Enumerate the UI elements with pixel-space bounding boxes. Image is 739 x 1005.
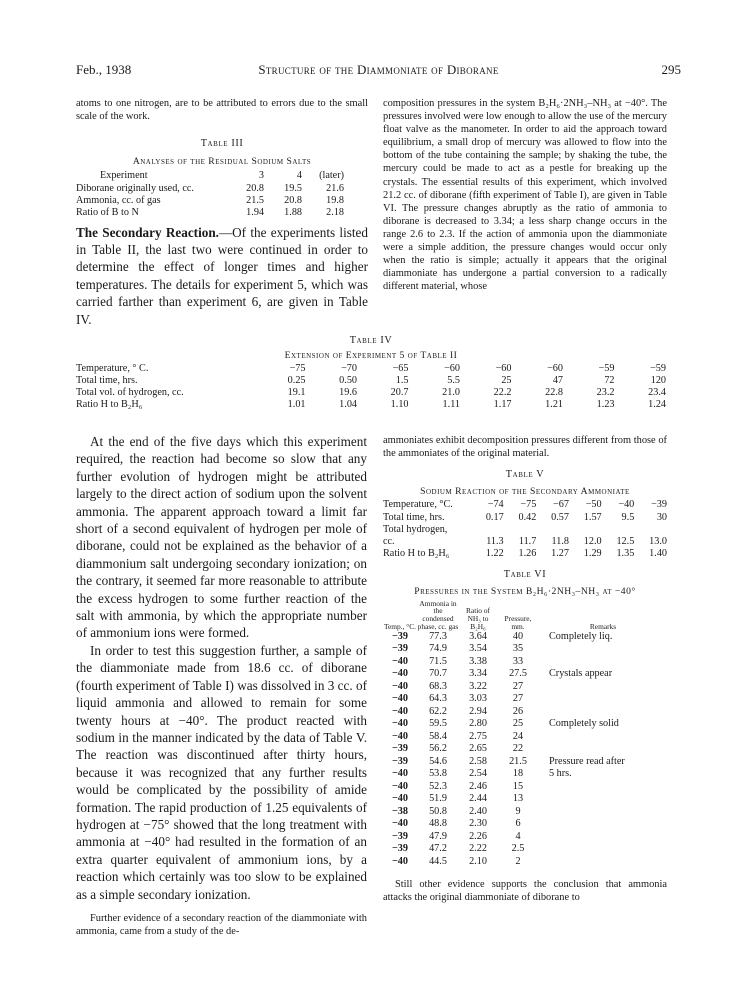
table-row xyxy=(383,793,667,806)
table6-cell: 27 xyxy=(512,680,524,692)
table5-row-label: Total time, hrs. xyxy=(383,511,445,523)
table4-row-label: Total time, hrs. xyxy=(76,375,138,386)
table-row xyxy=(383,524,667,536)
table5-cell xyxy=(634,524,667,536)
table6-remark xyxy=(539,693,667,706)
table6-cell: 24 xyxy=(512,730,524,742)
table3-head-label: Experiment xyxy=(100,170,148,182)
table6-cell: −40 xyxy=(392,780,408,792)
table5-cell: 30 xyxy=(656,511,667,523)
table5-cell: −75 xyxy=(520,499,537,511)
table4-cell: 120 xyxy=(650,375,666,386)
table6-cell: 2 xyxy=(515,855,521,867)
table6-cell: 4 xyxy=(515,830,521,842)
table4-cell: −59 xyxy=(598,363,615,374)
table5-cell: −67 xyxy=(553,499,569,511)
table6-remark xyxy=(539,656,667,669)
table4-cell: 23.4 xyxy=(648,387,666,398)
table4-cell: 72 xyxy=(604,375,615,386)
table-row xyxy=(76,399,666,411)
table6-cell: 3.38 xyxy=(469,655,487,667)
table3-cell: 2.18 xyxy=(326,207,344,219)
table6-cell: 68.3 xyxy=(429,680,447,692)
table6-cell: 2.22 xyxy=(469,843,487,855)
table6-cell: 2.10 xyxy=(469,855,487,867)
table6-cell: 9 xyxy=(515,805,521,817)
table3-header-row xyxy=(76,170,344,182)
table6-cell: 71.5 xyxy=(429,655,447,667)
left-bottom-column xyxy=(76,433,367,938)
table3-cell: 20.8 xyxy=(284,194,302,206)
table6 xyxy=(383,600,667,869)
table6-remark xyxy=(539,806,667,819)
table4-cell: 1.10 xyxy=(390,399,409,410)
table-row xyxy=(383,643,667,656)
table5-cell: 0.17 xyxy=(485,511,504,523)
table4-cell: −75 xyxy=(289,363,306,374)
table6-remark: 5 hrs. xyxy=(549,768,572,780)
table6-remark xyxy=(539,681,667,694)
table6-cell: 56.2 xyxy=(429,743,447,755)
table6-remark: Completely solid xyxy=(549,718,619,730)
table6-cell: 15 xyxy=(512,780,524,792)
left-intro-text: atoms to one nitrogen, are to be attributed to errors due to the small scale of the work. xyxy=(76,98,368,123)
table-row xyxy=(383,806,667,819)
table5-row-label: cc. xyxy=(383,535,395,547)
table-row xyxy=(383,756,667,769)
table3-cell: 21.5 xyxy=(246,194,264,206)
table-row xyxy=(383,743,667,756)
table6-cell: 40 xyxy=(512,630,524,642)
table6-cell: −39 xyxy=(392,630,408,642)
header-title: Structure of the Diammoniate of Diborane xyxy=(258,62,499,77)
table4-row-label: Total vol. of hydrogen, cc. xyxy=(76,387,184,398)
right-top-column xyxy=(383,97,667,293)
table4-cell: −70 xyxy=(341,363,357,374)
table6-cell: 47.2 xyxy=(429,843,447,855)
table5-cell: −50 xyxy=(585,499,602,511)
table5-cell: 12.5 xyxy=(616,535,635,547)
table6-cell: −40 xyxy=(392,655,408,667)
table4-cell: 1.21 xyxy=(545,399,563,410)
header-page-number: 295 xyxy=(661,62,681,77)
table5-row-label: Ratio H to B₂H₆ xyxy=(383,548,450,560)
table-row xyxy=(76,207,344,219)
table6-cell: 2.26 xyxy=(469,830,487,842)
table4-caption: Table IV xyxy=(349,335,393,346)
table6-cell: 2.5 xyxy=(511,843,525,855)
table-row xyxy=(76,363,666,375)
table6-cell: 2.46 xyxy=(469,780,487,792)
table4-cell: 0.50 xyxy=(339,375,357,386)
table-row xyxy=(383,731,667,744)
table6-cell: −40 xyxy=(392,705,408,717)
table3-head-col3: (later) xyxy=(319,170,344,182)
table5-cell: −39 xyxy=(651,499,667,511)
table6-cell: −40 xyxy=(392,855,408,867)
table6-cell: 2.65 xyxy=(469,743,487,755)
table6-cell: 51.9 xyxy=(429,793,447,805)
table6-remark xyxy=(539,818,667,831)
table3-cell: Diborane originally used, cc. xyxy=(76,182,194,194)
table4-cell: 1.5 xyxy=(395,375,409,386)
table6-remark xyxy=(539,831,667,844)
table3-cell: 1.94 xyxy=(246,207,264,219)
table6-cell: 35 xyxy=(512,643,524,655)
table4-cell: 0.25 xyxy=(287,375,306,386)
table3-title: Analyses of the Residual Sodium Salts xyxy=(132,156,312,168)
table6-cell: 52.3 xyxy=(429,780,447,792)
table6-cell: 59.5 xyxy=(429,718,447,730)
table6-remark xyxy=(539,856,667,869)
table6-cell: −40 xyxy=(392,668,408,680)
table6-cell: 53.8 xyxy=(429,768,447,780)
left-top-column xyxy=(76,97,368,328)
table5-cell: 9.5 xyxy=(621,511,635,523)
table6-head-pressure: Pressure, mm. xyxy=(504,614,532,631)
table4-cell: 21.0 xyxy=(442,387,460,398)
table5-cell: 13.0 xyxy=(649,535,667,547)
table5-cell xyxy=(602,524,635,536)
table5-row-label: Total hydrogen, xyxy=(383,523,448,535)
table6-cell: −40 xyxy=(392,680,408,692)
table5-cell: 12.0 xyxy=(583,535,602,547)
table5 xyxy=(383,499,667,560)
table5-cell: 1.57 xyxy=(583,511,602,523)
table6-remark xyxy=(539,643,667,656)
table4-cell: −60 xyxy=(444,363,460,374)
table6-cell: 2.80 xyxy=(469,718,487,730)
table6-cell: 3.34 xyxy=(469,668,487,680)
table-row xyxy=(383,536,667,548)
running-header xyxy=(76,62,681,80)
table-row xyxy=(383,499,667,511)
table-row xyxy=(383,768,667,781)
table-row xyxy=(383,548,667,560)
table-row xyxy=(383,668,667,681)
table6-cell: 26 xyxy=(512,705,524,717)
table5-cell: 1.29 xyxy=(583,548,602,560)
table6-cell: 25 xyxy=(512,718,524,730)
table3-cell: 21.6 xyxy=(326,182,344,194)
table6-cell: 27.5 xyxy=(509,668,527,680)
table6-cell: 2.40 xyxy=(469,805,487,817)
table6-cell: 77.3 xyxy=(429,630,447,642)
table5-cell xyxy=(569,524,602,536)
table4-cell: 23.2 xyxy=(596,387,615,398)
table6-cell: 44.5 xyxy=(429,855,447,867)
right-paragraph-2: Still other evidence supports the conclusion that ammonia attacks the original diammoniate of diborane to xyxy=(383,879,667,904)
table6-cell: 13 xyxy=(512,793,524,805)
table3-head-col2: 4 xyxy=(296,170,302,182)
table5-title: Sodium Reaction of the Secondary Ammoniate xyxy=(420,486,630,498)
table4-cell: 19.1 xyxy=(287,387,306,398)
table6-cell: 47.9 xyxy=(429,830,447,842)
table6-cell: 48.8 xyxy=(429,818,447,830)
table6-head-remarks: Remarks xyxy=(589,621,617,631)
table4-cell: 5.5 xyxy=(447,375,460,386)
header-date: Feb., 1938 xyxy=(76,62,132,77)
table6-remark xyxy=(539,781,667,794)
secondary-reaction-paragraph xyxy=(76,224,368,328)
left-paragraph-3: Further evidence of a secondary reaction of the diammoniate with ammonia, came from a study of the de- xyxy=(76,912,367,938)
table6-cell: 74.9 xyxy=(429,643,447,655)
table3-cell: 19.8 xyxy=(326,194,344,206)
table4-block xyxy=(76,335,666,411)
secondary-reaction-heading: The Secondary Reaction. xyxy=(76,224,219,240)
table6-title: Pressures in the System B₂H₆·2NH₃–NH₃ at −40° xyxy=(414,586,636,598)
left-paragraph-1: At the end of the five days which this experiment required, the reaction had become so slow that any further evolution of hydrogen might be attributed largely to the direct action of sodium upon the solvent ammonia. The apparent approach toward a limit far short of a second equivalent of hydrogen per mole of diborane, could not be explained as the behavior of a diammonium salt undergoing secondary ionization; on the contrary, it seemed far more reasonable to attribute the excess hydrogen to some further reaction of the salt with ammonia, by which the appropriate number of ammonium ions were formed. xyxy=(76,434,367,641)
table-row xyxy=(383,718,667,731)
table6-cell: −40 xyxy=(392,768,408,780)
table6-cell: −40 xyxy=(392,730,408,742)
table-row xyxy=(383,706,667,719)
table5-cell: 1.26 xyxy=(518,548,537,560)
table6-head-ammonia: Ammonia in the condensed phase, cc. gas xyxy=(417,598,459,631)
table6-cell: 2.44 xyxy=(469,793,487,805)
table-row xyxy=(76,375,666,387)
table6-cell: 3.54 xyxy=(469,643,487,655)
table6-cell: 3.22 xyxy=(469,680,487,692)
table6-cell: 33 xyxy=(512,655,524,667)
table6-cell: −39 xyxy=(392,843,408,855)
table-row xyxy=(383,631,667,644)
right-bottom-column xyxy=(383,434,667,904)
table6-header-row xyxy=(383,600,667,631)
table4-cell: −60 xyxy=(547,363,563,374)
table4-cell: 1.24 xyxy=(648,399,666,410)
table6-cell: −39 xyxy=(392,830,408,842)
table6-remark xyxy=(539,731,667,744)
table-row xyxy=(76,183,344,195)
table6-cell: −40 xyxy=(392,718,408,730)
right-intro-text: composition pressures in the system B₂H₆·2NH₃–NH₃ at −40°. The pressures involved were low enough to allow the use of the mercury float valve as the manometer. In order to aid the approach toward equilibrium, a small drop of mercury was allowed to flow into the bottom of the tube containing the sample; by shaking the tube, the mercury could be made to act as a pestle for breaking up the crystals. The essential results of this experiment, which involved 21.2 cc. of diborane (fifth experiment of Table I), are given in Table VI. The pressure changes abruptly as the ratio of ammonia to diborane is decreased to 3.34; a less sharp change occurs in the range 2.6 to 2.3. If the action of ammonia upon the diammoniate were a simple addition, the pressure changes would occur only when the ratio is simple; actually it appears that the original diammoniate has undergone a partial conversion to a radically different material, whose xyxy=(383,98,667,293)
table6-remark xyxy=(539,843,667,856)
table6-cell: 22 xyxy=(512,743,524,755)
table6-cell: 50.8 xyxy=(429,805,447,817)
table3-head-col1: 3 xyxy=(258,170,264,182)
table-row xyxy=(383,681,667,694)
table-row xyxy=(76,195,344,207)
table3-cell: 1.88 xyxy=(284,207,302,219)
table6-cell: 2.58 xyxy=(469,755,487,767)
table4-cell: 1.01 xyxy=(287,399,306,410)
table6-cell: 2.75 xyxy=(469,730,487,742)
table6-cell: −40 xyxy=(392,793,408,805)
table5-cell: 1.40 xyxy=(649,548,667,560)
table4-row-label: Temperature, ° C. xyxy=(76,363,149,374)
left-paragraph-2: In order to test this suggestion further, a sample of the diammoniate made from 18.6 cc. of diborane (fourth experiment of Table I) was dissolved in 3 cc. of liquid ammonia and allowed to remain for some twenty hours at −40°. The product reacted with sodium in the manner indicated by the data of Table V. The reaction was discontinued after thirty hours, because it was recognized that any further results would be complicated by the possibility of amide formation. The rapid production of 1.25 equivalents of hydrogen at −75° showed that the long treatment with ammonia at −40° had resulted in the formation of an extra quarter equivalent of ammonium ions, by a reaction which certainly was too slow to be explained as a simple secondary ionization. xyxy=(76,642,367,902)
table4-row-label: Ratio H to B₂H₆ xyxy=(76,399,143,410)
table5-cell: 1.22 xyxy=(485,548,504,560)
table4-cell: 1.11 xyxy=(442,399,460,410)
table5-cell xyxy=(504,524,537,536)
table5-row-label: Temperature, °C. xyxy=(383,499,453,511)
table6-cell: 2.94 xyxy=(469,705,487,717)
right-paragraph-1: ammoniates exhibit decomposition pressures different from those of the ammoniates of the original material. xyxy=(383,435,667,460)
table6-remark: Completely liq. xyxy=(549,630,613,642)
table5-cell: 11.7 xyxy=(518,535,537,547)
table3 xyxy=(76,170,344,219)
table6-remark xyxy=(539,793,667,806)
table6-cell: 58.4 xyxy=(429,730,447,742)
table6-remark xyxy=(539,743,667,756)
table4-title: Extension of Experiment 5 of Table II xyxy=(284,350,458,361)
table5-cell xyxy=(536,524,569,536)
table6-cell: −40 xyxy=(392,693,408,705)
table4 xyxy=(76,363,666,411)
table6-cell: −39 xyxy=(392,643,408,655)
table6-cell: 64.3 xyxy=(429,693,447,705)
table4-cell: 20.7 xyxy=(390,387,409,398)
table5-cell: −40 xyxy=(618,499,635,511)
table-row xyxy=(383,831,667,844)
table3-cell: 20.8 xyxy=(246,182,264,194)
table5-caption: Table V xyxy=(505,469,545,481)
table-row xyxy=(383,512,667,524)
table5-cell: 1.35 xyxy=(616,548,635,560)
table4-cell: 1.04 xyxy=(339,399,357,410)
table6-caption: Table VI xyxy=(503,569,547,581)
table-row xyxy=(76,387,666,399)
table-row xyxy=(383,856,667,869)
table6-cell: 70.7 xyxy=(429,668,447,680)
table5-cell: 0.42 xyxy=(518,511,537,523)
table6-cell: 21.5 xyxy=(509,755,527,767)
table-row xyxy=(383,693,667,706)
table5-cell: 11.8 xyxy=(551,535,569,547)
table6-cell: −39 xyxy=(392,743,408,755)
table3-cell: 19.5 xyxy=(284,182,302,194)
table4-cell: 22.2 xyxy=(493,387,512,398)
table3-caption: Table III xyxy=(200,138,244,150)
table4-cell: 1.17 xyxy=(493,399,512,410)
table4-cell: 47 xyxy=(552,375,563,386)
table6-cell: 2.30 xyxy=(469,818,487,830)
table5-cell: 0.57 xyxy=(551,511,569,523)
table-row xyxy=(383,818,667,831)
table4-cell: 25 xyxy=(501,375,512,386)
table6-head-ratio: Ratio of NH₃ to B₂H₆ xyxy=(465,606,491,631)
table6-remark xyxy=(539,706,667,719)
table6-cell: 62.2 xyxy=(429,705,447,717)
table-row xyxy=(383,843,667,856)
table6-cell: 2.54 xyxy=(469,768,487,780)
table6-head-temp: Temp., °C. xyxy=(384,621,416,631)
table4-cell: 1.23 xyxy=(596,399,615,410)
table3-cell: Ratio of B to N xyxy=(76,207,139,219)
secondary-reaction-text: —Of the experiments listed in Table II, the last two were continued in order to determine the effect of longer times and higher temperatures. The details for experiment 5, which was carried farther than experiment 6, are given in Table IV. xyxy=(76,224,368,327)
table6-cell: −38 xyxy=(392,805,408,817)
table-row xyxy=(383,656,667,669)
table4-cell: 22.8 xyxy=(545,387,563,398)
table6-cell: 18 xyxy=(512,768,524,780)
table6-remark: Crystals appear xyxy=(549,668,613,680)
table5-cell: 1.27 xyxy=(551,548,569,560)
table6-cell: −39 xyxy=(392,755,408,767)
table5-cell xyxy=(471,524,504,536)
table3-cell: Ammonia, cc. of gas xyxy=(76,194,161,206)
table5-cell: 11.3 xyxy=(486,535,504,547)
table4-cell: −65 xyxy=(392,363,409,374)
table-row xyxy=(383,781,667,794)
table6-cell: 54.6 xyxy=(429,755,447,767)
table6-cell: 3.03 xyxy=(469,693,487,705)
table6-remark: Pressure read after xyxy=(549,755,625,767)
table5-cell: −74 xyxy=(487,499,504,511)
table6-cell: 6 xyxy=(515,818,521,830)
table6-cell: 27 xyxy=(512,693,524,705)
table6-cell: 3.64 xyxy=(469,630,487,642)
table4-cell: 19.6 xyxy=(339,387,357,398)
table4-cell: −60 xyxy=(495,363,512,374)
table4-cell: −59 xyxy=(650,363,666,374)
table6-cell: −40 xyxy=(392,818,408,830)
